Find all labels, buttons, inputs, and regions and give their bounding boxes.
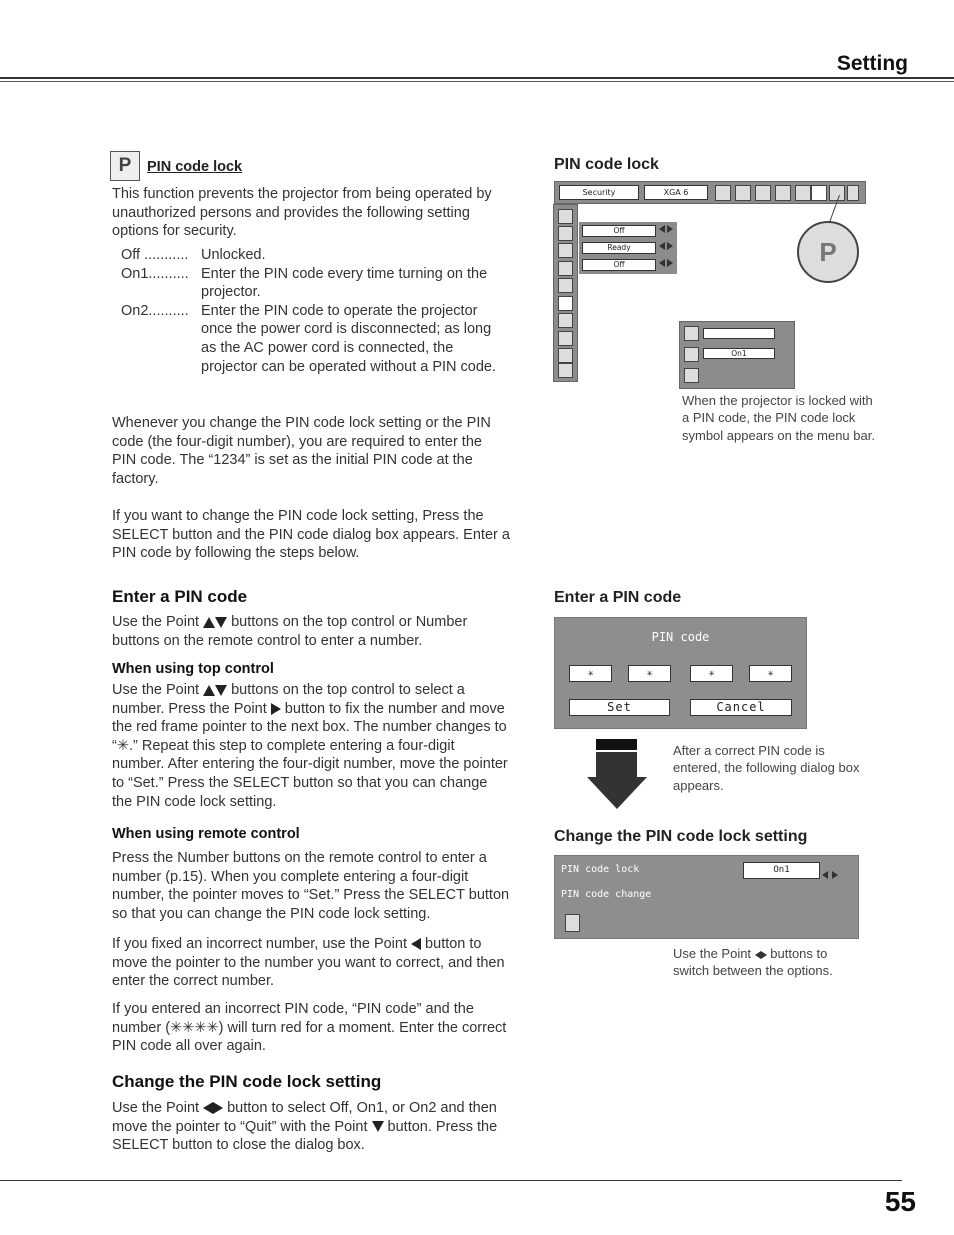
text: Use the Point	[112, 682, 204, 698]
text: Use the Point	[673, 946, 755, 961]
page-number: 55	[884, 1186, 916, 1217]
change-pin-lock-dialog	[554, 855, 859, 939]
quit-icon	[558, 363, 573, 378]
right-arrow-icon	[832, 871, 838, 879]
text: button to move the pointer to the number you want to correct, and then enter the correct number.	[112, 936, 505, 990]
intro-paragraph-change: If you want to change the PIN code lock setting, Press the SELECT button and the PIN code dialog box appears. Enter a PIN code by following the steps below.	[112, 508, 510, 562]
down-arrow-icon	[215, 617, 227, 628]
heading-change-setting: Change the PIN code lock setting	[112, 1072, 382, 1091]
arrow-caption: After a correct PIN code is entered, the following dialog box appears.	[673, 743, 860, 793]
menu-bar-illustration	[554, 181, 866, 204]
option-key: On1..........	[121, 265, 189, 282]
left-arrow-icon	[822, 871, 828, 879]
menu-icon	[558, 348, 573, 363]
pin-lock-icon: P	[110, 151, 140, 181]
enter-paragraph-remote: Press the Number buttons on the remote control to enter a number (p.15). When you complete entering a four-digit number, the pointer moves to “Set.” Press the SELECT button so that you can change the PIN code lock setting.	[112, 850, 510, 922]
option-key: Off ...........	[121, 247, 189, 263]
menu-icon	[715, 185, 731, 201]
enter-paragraph-incorrect: If you entered an incorrect PIN code, “PIN code” and the number (✳✳✳✳) will turn red for a moment. Enter the correct PIN code all over again.	[112, 1001, 507, 1055]
footer-rule	[0, 1180, 902, 1181]
right-arrow-icon	[213, 1102, 223, 1114]
menu-sidebar-illustration	[553, 204, 578, 382]
pin-digit-box[interactable]: ✳	[628, 665, 671, 682]
text: buttons on the top control to select a number. Press the Point	[112, 682, 465, 717]
pin-code-lock-value[interactable]: On1	[743, 862, 820, 879]
flow-arrow-body	[596, 752, 637, 777]
text: button to select Off, On1, or On2 and then move the pointer to “Quit” with the Point	[112, 1100, 497, 1135]
left-arrow-icon	[203, 1102, 213, 1114]
enter-paragraph-1	[112, 613, 512, 650]
page-header-title: Setting	[836, 52, 908, 75]
menu-illustration-heading: PIN code lock	[554, 156, 659, 173]
submenu-field: Off	[582, 225, 656, 237]
quit-icon	[684, 368, 699, 383]
enter-paragraph-top-control	[112, 681, 510, 811]
pin-lock-mini-panel	[679, 321, 795, 389]
subheading-top-control: When using top control	[112, 661, 274, 677]
menu-icon	[735, 185, 751, 201]
right-arrow-icon	[271, 703, 281, 715]
option-value: Enter the PIN code every time turning on the projector.	[201, 265, 488, 301]
pin-dialog-heading: Enter a PIN code	[554, 589, 682, 606]
down-arrow-icon	[215, 685, 227, 696]
pin-digit-box[interactable]: ✳	[749, 665, 792, 682]
section-title-pin-code-lock: PIN code lock	[147, 159, 243, 175]
up-arrow-icon	[203, 617, 215, 628]
menu-input-field: XGA 6	[644, 185, 708, 200]
left-arrow-icon	[411, 938, 421, 950]
pin-code-dialog	[554, 617, 807, 729]
quit-icon[interactable]	[565, 914, 580, 932]
text: buttons to switch between the options.	[673, 946, 833, 979]
option-on1	[121, 265, 511, 302]
header-rule	[0, 77, 954, 79]
menu-icon	[558, 226, 573, 241]
menu-icon	[558, 209, 573, 224]
menu-icon	[775, 185, 791, 201]
header-rule-thin	[0, 81, 954, 82]
text: If you fixed an incorrect number, use the Point	[112, 936, 412, 952]
option-value: Enter the PIN code to operate the projector once the power cord is disconnected; as long as the AC power cord is connected, the projector can be operated without a PIN code.	[201, 302, 497, 375]
text: Use the Point	[112, 614, 204, 630]
submenu-arrows	[659, 241, 673, 253]
submenu-field: Ready	[582, 242, 656, 254]
menu-icon	[755, 185, 771, 201]
flow-arrow-bar	[596, 739, 637, 750]
down-arrow-icon	[372, 1121, 384, 1132]
mini-panel-value: On1	[703, 348, 775, 359]
pin-code-change-label[interactable]: PIN code change	[561, 889, 652, 900]
value-arrows	[822, 866, 838, 884]
pin-lock-icon	[684, 347, 699, 362]
change-caption	[673, 945, 863, 980]
change-paragraph	[112, 1099, 512, 1155]
change-dialog-heading: Change the PIN code lock setting	[554, 828, 808, 845]
enter-paragraph-correct	[112, 935, 517, 991]
pin-lock-symbol-icon	[847, 185, 859, 201]
text: button. Press the SELECT button to close the dialog box.	[112, 1118, 498, 1154]
menu-icon	[558, 278, 573, 293]
security-menu-icon	[558, 296, 573, 311]
intro-description: This function prevents the projector from being operated by unauthorized persons and provides the following setting options for security.	[112, 186, 492, 240]
heading-enter-pin: Enter a PIN code	[112, 587, 248, 606]
menu-icon	[558, 243, 573, 258]
menu-icon	[795, 185, 811, 201]
option-off	[121, 246, 511, 265]
menu-icon	[558, 313, 573, 328]
text: buttons on the top control or Number buttons on the remote control to enter a number.	[112, 614, 468, 649]
options-list	[121, 246, 511, 376]
right-arrow-icon	[667, 242, 673, 250]
lock-icon	[684, 326, 699, 341]
menu-icon	[558, 261, 573, 276]
right-arrow-icon	[667, 259, 673, 267]
pin-digit-box[interactable]: ✳	[569, 665, 612, 682]
subheading-remote-control: When using remote control	[112, 826, 300, 842]
left-arrow-icon	[659, 259, 665, 267]
option-key: On2..........	[121, 302, 189, 319]
pin-code-lock-label: PIN code lock	[561, 864, 640, 875]
security-submenu-illustration	[579, 222, 677, 274]
cancel-button[interactable]: Cancel	[690, 699, 792, 716]
right-arrow-icon	[667, 225, 673, 233]
mini-panel-field	[703, 328, 775, 339]
option-value: Unlocked.	[201, 247, 266, 263]
menu-icon	[558, 331, 573, 346]
up-arrow-icon	[203, 685, 215, 696]
flow-arrow-down-icon	[587, 777, 647, 809]
pin-lock-symbol-magnified-icon: P	[797, 221, 859, 283]
set-button[interactable]: Set	[569, 699, 670, 716]
left-arrow-icon	[659, 225, 665, 233]
submenu-arrows	[659, 258, 673, 270]
submenu-field: Off	[582, 259, 656, 271]
submenu-arrows	[659, 224, 673, 236]
left-arrow-icon	[659, 242, 665, 250]
option-on2	[121, 302, 511, 376]
security-menu-icon	[811, 185, 827, 201]
pin-lock-caption: When the projector is locked with a PIN code, the PIN code lock symbol appears on the menu bar.	[682, 393, 875, 443]
pin-digit-box[interactable]: ✳	[690, 665, 733, 682]
text: button to fix the number and move the red frame pointer to the next box. The number changes to “✳.” Repeat this step to complete entering a four-digit number. After entering the four-digit number, move the pointer to “Set.” Press the SELECT button so that you can change the PIN code lock setting.	[112, 700, 508, 810]
intro-paragraph-factory-code: Whenever you change the PIN code lock setting or the PIN code (the four-digit number), you are required to enter the PIN code. The “1234” is set as the initial PIN code at the factory.	[112, 415, 491, 487]
pin-dialog-title: PIN code	[651, 630, 710, 644]
menu-security-field: Security	[559, 185, 639, 200]
text: Use the Point	[112, 1100, 204, 1116]
